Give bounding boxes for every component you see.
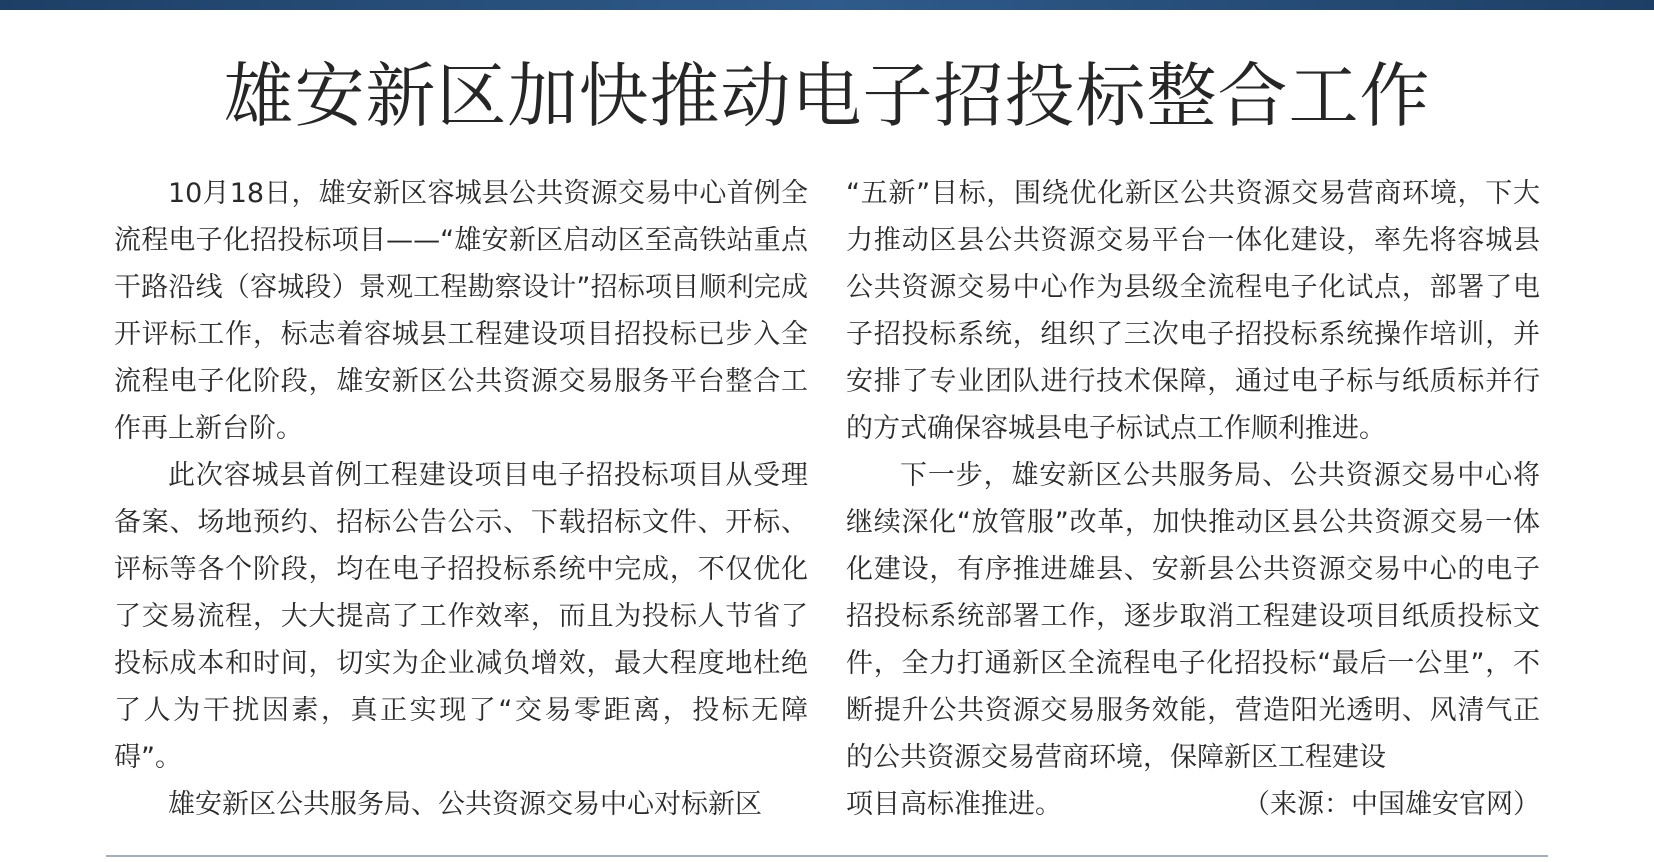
article-final-line: 项目高标准推进。 xyxy=(846,789,1062,820)
article-paragraph xyxy=(846,452,1540,781)
article-headline: 雄安新区加快推动电子招投标整合工作 xyxy=(223,55,1431,137)
top-banner-bar xyxy=(0,0,1654,10)
closing-line xyxy=(846,781,1540,828)
article-source: （来源：中国雄安官网） xyxy=(1243,789,1540,820)
article-column-left xyxy=(114,170,808,828)
article-paragraph: 10月18日，雄安新区容城县公共资源交易中心首例全流程电子化招投标项目——“雄安新区启动区至高铁站重点干路沿线（容城段）景观工程勘察设计”招标项目顺利完成开评标工作，标志着容城县工程建设项目招投标已步入全流程电子化阶段，雄安新区公共资源交易服务平台整合工作再上新台阶。 xyxy=(114,178,808,444)
bottom-divider xyxy=(106,855,1548,857)
article-paragraph: 雄安新区公共服务局、公共资源交易中心对标新区 xyxy=(168,789,762,820)
article-paragraph-continuation: “五新”目标，围绕优化新区公共资源交易营商环境，下大力推动区县公共资源交易平台一体化建设，率先将容城县公共资源交易中心作为县级全流程电子化试点，部署了电子招投标系统，组织了三次电子招投标系统操作培训，并安排了专业团队进行技术保障，通过电子标与纸质标并行的方式确保容城县电子标试点工作顺利推进。 xyxy=(846,178,1540,444)
article-paragraph-text: 下一步，雄安新区公共服务局、公共资源交易中心将继续深化“放管服”改革，加快推动区县公共资源交易一体化建设，有序推进雄县、安新县公共资源交易中心的电子招投标系统部署工作，逐步取消工程建设项目纸质投标文件，全力打通新区全流程电子化招投标“最后一公里”，不断提升公共资源交易服务效能，营造阳光透明、风清气正的公共资源交易营商环境，保障新区工程建设 xyxy=(846,460,1540,773)
article-paragraph: 此次容城县首例工程建设项目电子招投标项目从受理备案、场地预约、招标公告公示、下载招标文件、开标、评标等各个阶段，均在电子招投标系统中完成，不仅优化了交易流程，大大提高了工作效率，而且为投标人节省了投标成本和时间，切实为企业减负增效，最大程度地杜绝了人为干扰因素，真正实现了“交易零距离，投标无障碍”。 xyxy=(114,460,808,773)
article-column-right xyxy=(846,170,1540,828)
